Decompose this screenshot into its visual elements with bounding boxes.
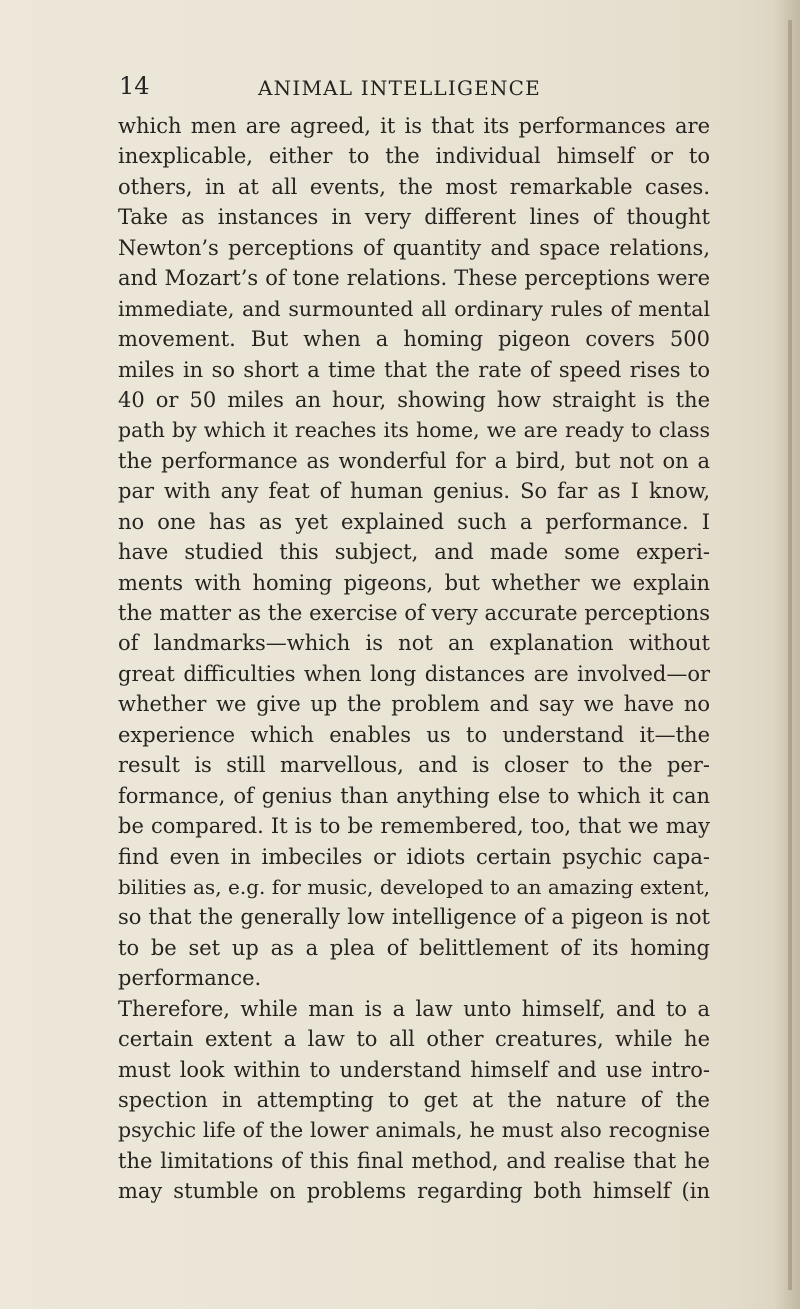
text-line: inexplicable, either to the individual himself or to	[118, 144, 710, 169]
body-text	[118, 111, 710, 1207]
text-line: certain extent a law to all other creatures, while he	[118, 1027, 710, 1052]
text-line: may stumble on problems regarding both himself (in	[118, 1179, 710, 1204]
text-line: ments with homing pigeons, but whether we explain	[118, 570, 710, 595]
text-line: spection in attempting to get at the nature of the	[118, 1088, 710, 1112]
text-line: must look within to understand himself and use intro-	[118, 1057, 710, 1082]
text-line: experience which enables us to understand it—the	[118, 722, 710, 747]
text-line: movement. But when a homing pigeon covers 500	[118, 327, 710, 352]
text-line: of landmarks—which is not an explanation without	[118, 631, 710, 656]
text-line: psychic life of the lower animals, he must also recognise	[118, 1118, 710, 1143]
text-line: the limitations of this final method, and realise that he	[118, 1148, 710, 1173]
page-number: 14	[119, 72, 150, 100]
text-line: 40 or 50 miles an hour, showing how straight is the	[118, 387, 710, 412]
text-line: formance, of genius than anything else to which it can	[118, 783, 710, 808]
text-line: Take as instances in very different lines of thought	[118, 205, 710, 230]
text-line: miles in so short a time that the rate of speed rises to	[118, 357, 710, 382]
text-line: which men are agreed, it is that its performances are	[118, 114, 710, 138]
text-line: and Mozart’s of tone relations. These perceptions were	[118, 266, 710, 291]
text-line: the matter as the exercise of very accurate perceptions	[118, 601, 710, 625]
page-edge-shadow	[774, 0, 800, 1309]
text-line: bilities as, e.g. for music, developed to an amazing extent,	[118, 874, 710, 899]
text-line: the performance as wonderful for a bird, but not on a	[118, 448, 710, 473]
text-line: par with any feat of human genius. So far as I know,	[118, 479, 710, 504]
text-line: immediate, and surmounted all ordinary rules of mental	[118, 296, 710, 321]
text-line: find even in imbeciles or idiots certain psychic capa-	[118, 844, 710, 869]
text-line: so that the generally low intelligence of a pigeon is not	[118, 905, 710, 930]
text-line: result is still marvellous, and is closer to the per-	[118, 753, 710, 778]
text-line: Therefore, while man is a law unto himself, and to a	[118, 996, 710, 1021]
text-line: great difficulties when long distances are involved—or	[118, 661, 710, 686]
text-line: no one has as yet explained such a performance. I	[118, 509, 710, 534]
text-line: to be set up as a plea of belittlement of its homing	[118, 935, 710, 960]
running-head: ANIMAL INTELLIGENCE	[258, 76, 541, 100]
text-line: whether we give up the problem and say we have no	[118, 692, 710, 717]
text-line: have studied this subject, and made some experi-	[118, 540, 710, 565]
text-line: path by which it reaches its home, we are ready to class	[118, 418, 710, 443]
text-line: performance.	[118, 966, 262, 991]
page-edge-line	[788, 20, 792, 1290]
text-line: Newton’s perceptions of quantity and space relations,	[118, 235, 710, 260]
text-line: be compared. It is to be remembered, too, that we may	[118, 814, 710, 839]
text-line: others, in at all events, the most remarkable cases.	[118, 174, 710, 199]
